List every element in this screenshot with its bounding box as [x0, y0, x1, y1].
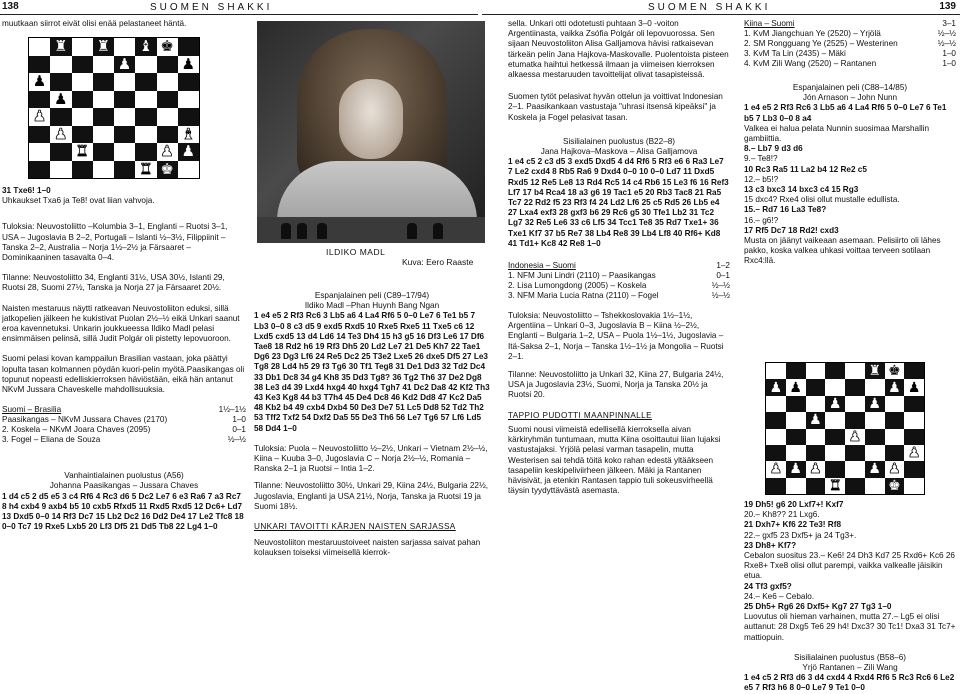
black-pawn-icon: ♟ — [181, 55, 196, 73]
white-pawn-icon: ♟ — [907, 445, 921, 462]
row-score: 1–0 — [232, 415, 246, 425]
col2-game-title: Espanjalainen peli (C89–17/94) — [314, 291, 430, 300]
col2-game-players: Ildiko Madl –Phan Huynh Bang Ngan — [304, 301, 440, 311]
row-name: 4. KvM Zili Wang (2520) – Rantanen — [744, 59, 877, 68]
board-square — [29, 126, 50, 144]
board-square — [157, 161, 178, 179]
col4-move-8: 8.– Lb7 9 d3 d6 — [744, 144, 803, 154]
board-square — [135, 108, 156, 126]
board-square — [93, 143, 114, 161]
column-2 — [254, 291, 490, 566]
board-square — [72, 161, 93, 179]
board-square — [786, 412, 806, 428]
col1-game-moves: 1 d4 c5 2 d5 e5 3 c4 Rf6 4 Rc3 d6 5 Dc2 Le7 6 e3 Ra6 7 a3 Rc7 8 h4 cxb4 9 axb4 b5 10 cxb5 Rfxd5 11 Rxd5 Rxd5 12 Dc6+ Ld7 13 Dxd5 0–0 14 Rf3 Dc7 15 Lb2 Dc2 16 Dd2 De4 17 Le2 Tfc8 18 0–0 Tc7 19 Rxe5 Lxb5 20 Lf3 Df5 21 Dd5 Tb8 22 Lg4 1–0 — [2, 491, 244, 532]
table-row — [2, 435, 246, 445]
col4-move-21: 21 Dxh7+ Kf6 22 Te3! Rf8 — [744, 520, 842, 530]
match-table-heading — [744, 19, 956, 29]
col4-move-25: 25 Dh5+ Rg6 26 Dxf5+ Kg7 27 Tg3 1–0 — [744, 602, 892, 612]
board-square — [865, 429, 885, 445]
table-row — [508, 271, 730, 281]
board-square — [845, 363, 865, 379]
board-square — [825, 478, 845, 494]
col3-game-players: Jana Hajkova–Maskova – Alisa Galljamova — [540, 147, 698, 157]
col1-standings: Tilanne: Neuvostoliitto 34, Englanti 31½, USA 30½, Islanti 29, Ruotsi 28, Suomi 27½, Tanska ja Norja 27 ja Färsaaret 20½. — [2, 273, 225, 293]
board-square — [885, 429, 905, 445]
col4-game-moves: 1 e4 e5 2 Rf3 Rc6 3 Lb5 a6 4 La4 Rf6 5 0–0 Le7 6 Te1 b5 7 Lb3 0–0 8 a4 — [744, 103, 947, 123]
board-square — [157, 91, 178, 109]
board-square — [135, 56, 156, 74]
board-square — [904, 412, 924, 428]
board-square — [93, 161, 114, 179]
board-square — [845, 461, 865, 477]
board-square — [135, 143, 156, 161]
chess-diagram-right — [765, 362, 925, 495]
col4-move-13: 13 c3 bxc3 14 bxc3 c4 15 Rg3 — [744, 185, 859, 195]
match-heading-label: Kiina – Suomi — [744, 19, 795, 28]
board-square — [72, 126, 93, 144]
col2-results: Tuloksia: Puola – Neuvostoliitto ½–2½, Unkari – Vietnam 2½–½, Kiina – Kuuba 3–0, Jugoslavia C – Norja 2½–½, Romania – Ranska 2–1 ja Ruotsi – Intia 1–2. — [254, 443, 488, 474]
row-name: Paasikangas – NKvM Jussara Chaves (2170) — [2, 415, 168, 425]
board-square — [178, 143, 199, 161]
board-square — [766, 461, 786, 477]
board-square — [885, 478, 905, 494]
right-page-header — [482, 0, 960, 15]
board-square — [865, 478, 885, 494]
row-name: 2. SM Rongguang Ye (2525) – Westerinen — [744, 39, 898, 48]
photo-ildiko-madl — [257, 21, 485, 243]
board-square — [786, 461, 806, 477]
board-square — [806, 445, 826, 461]
board-square — [50, 73, 71, 91]
board-square — [786, 379, 806, 395]
board-square — [114, 38, 135, 56]
white-pawn-icon: ♟ — [54, 125, 68, 143]
col4-note-5: Luovutus oli hieman varhainen, mutta 27.– Lg5 ei olisi auttanut: 28 Dxg5 Te6 29 h4! Dxc3? 30 Tc1! Dxa3 31 Tc7+ mattiopuin. — [744, 612, 956, 642]
match-heading-score: 1½–1½ — [218, 405, 246, 415]
white-pawn-icon: ♟ — [160, 143, 174, 161]
row-name: 2. Lisa Lumongdong (2005) – Koskela — [508, 281, 647, 291]
col3-results: Tuloksia: Neuvostoliitto – Tshekkoslovakia 1½–1½, Argentiina – Unkari 0–3, Jugoslavia B – Kiina ½–2½, Englanti – Bulgaria 1–2, USA – Puola 1½–1½, Jugoslavia – Itä-Saksa 2–1, Norja – Tanska 1½–1½ ja Mongolia – Ruotsi 2–1. — [508, 311, 724, 361]
white-rook-icon: ♜ — [75, 143, 89, 161]
row-score: ½–½ — [711, 281, 730, 291]
board-square — [29, 91, 50, 109]
photo-caption-credit: Kuva: Eero Raaste — [402, 257, 474, 267]
match-table-heading — [508, 261, 730, 271]
board-square — [865, 445, 885, 461]
white-rook-icon: ♜ — [828, 477, 842, 494]
row-score: 1–0 — [942, 59, 956, 68]
col1-paragraph-brazil: Suomi pelasi kovan kamppailun Brasilian vastaan, joka päättyi lopulta tasan kolmannen pöydän kuori-pelin myötä.Paasikangas oli topunut nopeasti edelliskierroksen häviöstään, eikä hän antanut NKvM Jussara Chaveskelle mahdollisuuksia. — [2, 354, 245, 395]
white-pawn-icon: ♟ — [888, 461, 901, 478]
black-pawn-icon: ♟ — [868, 395, 881, 412]
white-pawn-icon: ♟ — [789, 461, 802, 478]
black-pawn-icon: ♟ — [789, 379, 802, 396]
board-square — [786, 396, 806, 412]
black-pawn-icon: ♟ — [888, 379, 901, 396]
black-pawn-icon: ♟ — [769, 379, 783, 396]
board-square — [865, 396, 885, 412]
col3-paragraph-2: Suomen tytöt pelasivat hyvän ottelun ja voittivat Indonesian 2–1. Paasikankaan vastustaja "uhrasi itsensä kipeäksi" ja Koskela ja Fogel pelasivat tasan. — [508, 92, 723, 122]
board-square — [825, 363, 845, 379]
board-square — [904, 478, 924, 494]
board-square — [178, 126, 199, 144]
board-square — [114, 91, 135, 109]
black-pawn-icon: ♟ — [117, 55, 132, 73]
board-square — [93, 56, 114, 74]
row-score: ½–½ — [937, 29, 956, 38]
row-score: ½–½ — [937, 39, 956, 48]
col4-game2-players: Yrjö Rantanen – Zili Wang — [802, 663, 898, 673]
board-square — [825, 396, 845, 412]
col4-move-17: 17 Rf5 Dc7 18 Rd2! cxd3 — [744, 225, 839, 235]
right-page-number: 139 — [939, 1, 956, 12]
board-square — [806, 379, 826, 395]
col4-game2-title: Sisilialainen puolustus (B58–6) — [794, 652, 906, 662]
col4-note-3: Musta on jäänyt vaikeaan asemaan. Pelisiirto oli lähes pakko, koska valkea uhkasi voittaa terveen sotilaan Rxc4:llä. — [744, 236, 941, 266]
white-pawn-icon: ♟ — [769, 461, 783, 478]
row-name: 2. Koskela – NKvM Joara Chaves (2095) — [2, 425, 151, 435]
board-square — [72, 143, 93, 161]
board-square — [29, 143, 50, 161]
row-name: 3. Fogel – Eliana de Souza — [2, 435, 101, 445]
board-square — [845, 379, 865, 395]
board-square — [93, 126, 114, 144]
col4-move-16: 16.– g6!? — [744, 215, 779, 225]
table-row — [744, 39, 956, 49]
board-square — [825, 429, 845, 445]
board-square — [766, 445, 786, 461]
board-square — [845, 429, 865, 445]
board-square — [50, 56, 71, 74]
board-square — [786, 363, 806, 379]
black-pawn-icon: ♟ — [809, 412, 822, 429]
board-square — [806, 396, 826, 412]
col1-top-text: muutkaan siirrot eivät olisi enää pelastaneet häntä. — [2, 19, 187, 28]
board-square — [825, 461, 845, 477]
board-square — [135, 126, 156, 144]
chess-diagram-left — [28, 37, 200, 179]
board-square — [178, 108, 199, 126]
board-square — [766, 379, 786, 395]
board-square — [114, 108, 135, 126]
board-square — [885, 363, 905, 379]
board-square — [178, 91, 199, 109]
black-king-icon: ♚ — [160, 38, 174, 56]
white-king-icon: ♚ — [160, 160, 174, 178]
board-square — [865, 363, 885, 379]
match-heading-score: 3–1 — [942, 19, 956, 28]
row-score: 1–0 — [942, 49, 956, 58]
board-square — [72, 38, 93, 56]
col1-game-title: Vanhaintialainen puolustus (A56) — [64, 471, 184, 481]
col4-note-2: 15 dxc4? Rxe4 olisi ollut mustalle edullista. — [744, 195, 900, 205]
board-square — [114, 126, 135, 144]
board-square — [766, 363, 786, 379]
board-square — [766, 429, 786, 445]
match-table-brazil — [2, 405, 246, 445]
row-score: ½–½ — [711, 291, 730, 301]
board-square — [825, 379, 845, 395]
board-square — [29, 108, 50, 126]
left-running-title: SUOMEN SHAKKI — [150, 2, 273, 13]
board-square — [50, 143, 71, 161]
board-square — [766, 396, 786, 412]
board-square — [29, 38, 50, 56]
col3-section-heading: TAPPIO PUDOTTI MAANPINNALLE — [508, 410, 652, 420]
board-square — [29, 73, 50, 91]
left-page-number: 138 — [2, 1, 19, 12]
row-score: 0–1 — [716, 271, 730, 281]
board-square — [157, 38, 178, 56]
black-bishop-icon: ♝ — [139, 38, 153, 56]
board-square — [885, 412, 905, 428]
white-bishop-icon: ♝ — [181, 125, 196, 143]
col2-game-moves: 1 e4 e5 2 Rf3 Rc6 3 Lb5 a6 4 La4 Rf6 5 0–0 Le7 6 Te1 b5 7 Lb3 0–0 8 c3 d5 9 exd5 Rxd5 10 Rxe5 Rxe5 11 Txe5 c6 12 Lxd5 cxd5 13 d4 Ld6 14 Te3 Dh4 15 h3 g5 16 Df3 Le6 17 Df6 Tae8 18 Rd2 h6 19 Rf3 Dh5 20 Ld2 Le7 21 De5 Kh7 22 Tae1 Dg6 23 Dg3 Lf6 24 Re5 Dc2 25 T3e2 Lxe5 26 dxe5 Df5 27 Le3 Tg8 28 Ld4 h5 29 f3 Tg6 30 Tf1 Teg8 31 De1 Dd3 32 Td2 Dc4 33 Db1 Dc8 34 g4 Kh8 35 Dd3 Tg8? 36 Tg2 Th6 37 De2 Dg8 38 Le3 d4 39 Lxd4 hxg4 40 hxg4 Tgh7 41 Dc2 Da8 42 Kf2 Th3 43 Ke3 Kg8 44 b3 T7h4 45 De4 Dc8 46 Kd2 Dd8 47 Kc2 Da5 48 Kb2 b4 49 cxb4 Dxb4 50 De3 De7 51 Lc5 Dd8 52 Td2 Th2 53 Tff2 Txf2 54 Dxf2 Da5 55 De3 Th6 56 Le7 Tg6 57 Lf6 Ld5 58 Dd4 1–0 — [254, 311, 490, 433]
row-score: ½–½ — [227, 435, 246, 445]
board-square — [29, 161, 50, 179]
board-square — [806, 412, 826, 428]
black-pawn-icon: ♟ — [828, 395, 842, 412]
white-pawn-icon: ♟ — [32, 108, 47, 126]
col4-move-23: 23 Dh8+ Kf7? — [744, 540, 797, 550]
white-pawn-icon: ♟ — [809, 461, 822, 478]
black-rook-icon: ♜ — [868, 363, 881, 380]
white-king-icon: ♚ — [888, 477, 901, 494]
board-square — [114, 56, 135, 74]
board-square — [93, 73, 114, 91]
col2-section-heading: UNKARI TAVOITTI KÄRJEN NAISTEN SARJASSA — [254, 522, 456, 532]
board-square — [806, 478, 826, 494]
column-4-bottom — [744, 500, 956, 694]
right-running-title: SUOMEN SHAKKI — [648, 2, 771, 13]
board-square — [50, 126, 71, 144]
white-pawn-icon: ♟ — [868, 461, 881, 478]
col1-results: Tuloksia: Neuvostoliitto –Kolumbia 3–1, Englanti – Ruotsi 3–1, USA – Jugoslavia B 2–2, Portugali – Islanti ½–3½, Filippiinit – Tanska 2–2, Australia – Norja 1½–2½ ja Färsaaret – Dominikaaninen tasavalta 0–4. — [2, 222, 228, 263]
board-square — [135, 73, 156, 91]
board-square — [157, 108, 178, 126]
row-name: 1. NFM Juni Lindri (2110) – Paasikangas — [508, 271, 656, 281]
col3-paragraph-1: sella. Unkari otti odotetusti puhtaan 3–0 -voiton Argentiinasta, vaikka Zsófia Polgár oli lepovuorossa. Sen sijaan Neuvostoliiton Alisa Galljamova hävisi ratkaisevan tärkeän pelin Jana Hajkova-Maskovalle. Puolentoista pisteen etumatka haihtui hetkessä ilmaan ja viimeisen kierroksen alkaessa mestaruuden tavoittelijat olivat tasapisteissä. — [508, 19, 729, 80]
black-pawn-icon: ♟ — [907, 379, 921, 396]
row-name: 3. KvM Ta Lin (2435) – Mäki — [744, 49, 846, 58]
board-square — [50, 108, 71, 126]
board-square — [825, 412, 845, 428]
board-square — [50, 161, 71, 179]
board-square — [885, 461, 905, 477]
board-square — [50, 38, 71, 56]
board-square — [178, 38, 199, 56]
board-square — [885, 445, 905, 461]
board-square — [806, 461, 826, 477]
board-square — [904, 379, 924, 395]
column-4 — [744, 19, 956, 267]
table-row — [508, 281, 730, 291]
col3-standings: Tilanne: Neuvostoliitto ja Unkari 32, Kiina 27, Bulgaria 24½, USA ja Jugoslavia 23½, Suomi, Norja ja Tanska 20½ ja Ruotsi 20. — [508, 370, 724, 400]
table-row — [744, 59, 956, 69]
board-square — [904, 429, 924, 445]
board-square — [178, 56, 199, 74]
table-row — [2, 415, 246, 425]
board-square — [72, 91, 93, 109]
col4-game2-moves: 1 e4 c5 2 Rf3 d6 3 d4 cxd4 4 Rxd4 Rf6 5 Rc3 Rc6 6 Le2 e5 7 Rf3 h6 8 0–0 Le7 9 Te1 0–0 — [744, 673, 955, 693]
board-square — [157, 73, 178, 91]
board-square — [845, 412, 865, 428]
column-1 — [2, 186, 246, 532]
left-page-header — [0, 0, 478, 15]
board-square — [135, 161, 156, 179]
black-rook-icon: ♜ — [96, 38, 111, 56]
table-row — [744, 29, 956, 39]
row-score: 0–1 — [232, 425, 246, 435]
col4-move-24: 24 Tf3 gxf5? — [744, 581, 792, 591]
board-square — [29, 56, 50, 74]
board-square — [766, 412, 786, 428]
match-heading-score: 1–2 — [716, 261, 730, 271]
col4-move-20: 20.– Kh8?? 21 Lxg6. — [744, 510, 820, 520]
board-square — [93, 38, 114, 56]
col4-game-title: Espanjalainen peli (C88–14/85) — [792, 83, 908, 92]
white-rook-icon: ♜ — [139, 160, 153, 178]
board-square — [72, 56, 93, 74]
black-rook-icon: ♜ — [54, 38, 68, 56]
board-square — [845, 445, 865, 461]
col2-paragraph: Neuvostoliiton mestaruustoiveet naisten sarjassa saivat pahan kolauksen toiseksi viimeisellä kierrok- — [254, 538, 481, 558]
col3-game-moves: 1 e4 c5 2 c3 d5 3 exd5 Dxd5 4 d4 Rf6 5 Rf3 e6 6 Ra3 Le7 7 Le2 cxd4 8 Rb5 Ra6 9 Dxd4 0–0 10 0–0 Ld7 11 Dxd5 Rxd5 12 Re5 Le8 13 Rd4 Rc5 14 c4 Rb6 15 Le3 f6 16 Ref3 Lf7 17 b4 Rca4 18 a3 g6 19 Tac1 e5 20 Rb3 Tac8 21 Ra5 Tc7 22 Rd2 f5 23 Rf3 f4 24 Ld2 Lf6 25 c5 Rd5 26 Lb5 e4 27 Lxa4 exf3 28 gxf3 b6 29 Rc6 g5 30 Tfe1 Lb2 31 Tc2 Lg7 32 Re5 Le6 33 c6 Lf5 34 Tcc1 Te8 35 Rd7 Txe1+ 36 Txe1 Kf7 37 b5 Re7 38 Lb4 Re8 39 Lb4 Lf8 40 Rf6+ Kd8 41 Td1+ Kc8 42 Re8 1–0 — [508, 157, 729, 248]
board-square — [50, 91, 71, 109]
white-pawn-icon: ♟ — [848, 428, 862, 445]
column-3 — [508, 19, 730, 503]
table-row — [508, 291, 730, 301]
black-pawn-icon: ♟ — [32, 73, 47, 91]
board-square — [114, 143, 135, 161]
board-square — [825, 445, 845, 461]
table-row — [2, 425, 246, 435]
board-square — [157, 56, 178, 74]
board-square — [904, 461, 924, 477]
board-square — [845, 478, 865, 494]
board-square — [93, 108, 114, 126]
col3-game-title: Sisilialainen puolustus (B22–8) — [563, 136, 675, 146]
board-square — [806, 429, 826, 445]
board-square — [157, 143, 178, 161]
col4-move-24b: 24.– Ke6 – Cebalo. — [744, 591, 815, 601]
board-square — [157, 126, 178, 144]
col4-game-players: Jón Arnason – John Nunn — [802, 93, 898, 103]
col2-standings: Tilanne: Neuvostoliitto 30½, Unkari 29, Kiina 24½, Bulgaria 22½, Jugoslavia, Englanti ja USA 21½, Norja, Tanska ja Ruotsi 19 ja Suomi 18½. — [254, 481, 489, 511]
black-king-icon: ♚ — [888, 363, 901, 380]
board-square — [786, 445, 806, 461]
board-square — [885, 379, 905, 395]
board-square — [806, 363, 826, 379]
col4-note-1: Valkea ei halua pelata Nunnin suosimaa Marshallin gambiittia. — [744, 123, 930, 144]
column-1-top — [2, 19, 242, 29]
board-square — [135, 38, 156, 56]
row-name: 3. NFM Maria Lucia Ratna (2110) – Fogel — [508, 291, 659, 301]
match-table-heading — [2, 405, 246, 415]
board-square — [114, 161, 135, 179]
board-square — [904, 445, 924, 461]
col4-move-19: 19 Dh5! g6 20 Lxf7+! Kxf7 — [744, 500, 844, 509]
board-square — [178, 73, 199, 91]
col4-move-15: 15.– Rd7 16 La3 Te8? — [744, 205, 827, 215]
board-square — [904, 396, 924, 412]
board-square — [865, 461, 885, 477]
col4-move-10: 10 Rc3 Ra5 11 La2 b4 12 Re2 c5 — [744, 164, 867, 174]
row-name: 1. KvM Jiangchuan Ye (2520) – Yrjölä — [744, 29, 881, 38]
board-square — [865, 412, 885, 428]
col1-paragraph-women: Naisten mestaruus näytti ratkeavan Neuvostoliiton eduksi, sillä jatkopelien jälkeen he kukistivat Puolan 2½–½ eikä Unkari saanut eroa kavennetuksi. Unkarin joukkueessa Ildiko Madl pelasi ensimmäisen pelinsä, sillä Judit Polgár oli pistetty lepovuoroon. — [2, 303, 240, 344]
match-table-indonesia — [508, 261, 730, 301]
board-square — [786, 429, 806, 445]
board-square — [766, 478, 786, 494]
board-square — [845, 396, 865, 412]
match-table-china — [744, 19, 956, 69]
col1-moves-after-diagram: 31 Txe6! 1–0 — [2, 186, 51, 195]
board-square — [904, 363, 924, 379]
board-square — [93, 91, 114, 109]
board-square — [786, 478, 806, 494]
table-row — [744, 49, 956, 59]
col4-move-12: 12.– b5!? — [744, 174, 779, 184]
board-square — [178, 161, 199, 179]
board-square — [114, 73, 135, 91]
photo-caption-name: ILDIKO MADL — [326, 247, 386, 257]
board-square — [865, 379, 885, 395]
black-pawn-icon: ♟ — [54, 90, 68, 108]
col1-game-players: Johanna Paasikangas – Jussara Chaves — [49, 481, 199, 491]
match-heading-label: Indonesia – Suomi — [508, 261, 576, 271]
col4-move-9: 9.– Te8!? — [744, 154, 778, 164]
col3-paragraph-finland: Suomi nousi viimeistä edellisellä kierroksella aivan kärkiryhmän tuntumaan, mutta Kiina osoittautui liian lujaksi vastustajaksi. Yrjölä pelasi varman tasapelin, mutta Westerisen sai tehdä töitä koko rahan edestä yltääkseen tasapeliin keskipeliviirheen jälkeen. Mäki ja Rantanen hävisivät, ja etenkin Rantasen tappio tuli sokeusvirheellä täysin tyydyttävästä asemasta. — [508, 424, 721, 496]
board-square — [72, 73, 93, 91]
match-heading-label: Suomi – Brasilia — [2, 405, 62, 415]
col4-move-22: 22.– gxf5 23 Dxf5+ ja 24 Tg3+. — [744, 530, 857, 540]
col1-note: Uhkaukset Txa6 ja Te8! ovat liian vahvoja. — [2, 196, 155, 206]
board-square — [885, 396, 905, 412]
black-pawn-icon: ♟ — [181, 143, 196, 161]
col4-note-4: Cebalon suositus 23.– Ke6! 24 Dh3 Kd7 25 Rxd6+ Kc6 26 Rxe8+ Txe8 olisi ollut parempi, vaikka valkealle jäisikin etua. — [744, 551, 955, 581]
board-square — [135, 91, 156, 109]
board-square — [72, 108, 93, 126]
